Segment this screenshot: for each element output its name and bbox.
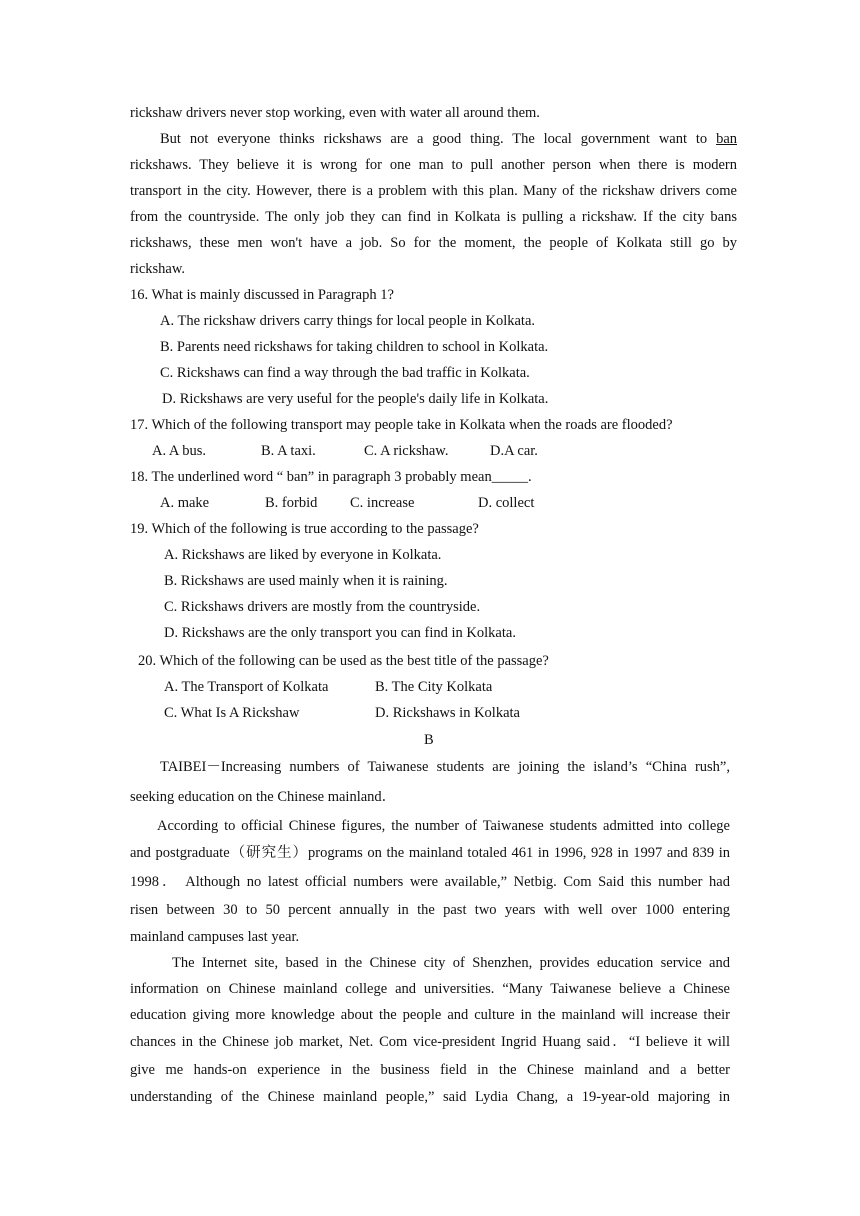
question-19-option-c: C. Rickshaws drivers are mostly from the countryside.	[164, 599, 481, 615]
question-18-option-a: A. make	[160, 495, 210, 511]
question-18-option-d: D. collect	[478, 495, 535, 511]
passage-b-paragraph-line: mainland campuses last year.	[130, 929, 300, 945]
passage-b-paragraph-line: TAIBEI－Increasing numbers of Taiwanese students are joining the island’s “China rush”,	[160, 759, 730, 775]
passage-b-paragraph-line: understanding of the Chinese mainland people,” said Lydia Chang, a 19-year-old majoring in	[130, 1089, 730, 1105]
question-19-option-b: B. Rickshaws are used mainly when it is raining.	[164, 573, 448, 589]
question-16-option-d: D. Rickshaws are very useful for the people's daily life in Kolkata.	[162, 391, 549, 407]
passage-b-paragraph-line: seeking education on the Chinese mainland．	[130, 789, 397, 805]
question-19-stem: 19. Which of the following is true according to the passage?	[130, 521, 479, 537]
question-19-option-a: A. Rickshaws are liked by everyone in Kolkata.	[164, 547, 442, 563]
passage-b-paragraph-line: give me hands-on experience in the business field in the Chinese mainland and a better	[130, 1062, 730, 1078]
passage-b-heading: B	[424, 732, 434, 748]
passage-a-text: But not everyone thinks rickshaws are a good thing. The local government want to	[160, 131, 708, 147]
question-17-option-b: B. A taxi.	[261, 443, 316, 459]
question-20-option-d: D. Rickshaws in Kolkata	[375, 705, 520, 721]
passage-b-paragraph-line: chances in the Chinese job market, Net. Com vice-president Ingrid Huang said．“I believe it will	[130, 1034, 730, 1050]
question-17-stem: 17. Which of the following transport may people take in Kolkata when the roads are flooded?	[130, 417, 673, 433]
question-17-option-d: D.A car.	[490, 443, 538, 459]
passage-a-line: rickshaw drivers never stop working, even with water all around them.	[130, 105, 540, 121]
question-16-stem: 16. What is mainly discussed in Paragraph 1?	[130, 287, 394, 303]
passage-a-paragraph-line: transport in the city. However, there is a problem with this plan. Many of the rickshaw drivers come	[130, 183, 737, 199]
question-19-option-d: D. Rickshaws are the only transport you can find in Kolkata.	[164, 625, 516, 641]
passage-a-paragraph-line: rickshaws, these men won't have a job. So for the moment, the people of Kolkata still go by	[130, 235, 737, 251]
passage-a-paragraph-line: rickshaw.	[130, 261, 186, 277]
question-20-option-c: C. What Is A Rickshaw	[164, 705, 300, 721]
question-16-option-c: C. Rickshaws can find a way through the bad traffic in Kolkata.	[160, 365, 530, 381]
question-20-option-b: B. The City Kolkata	[375, 679, 493, 695]
underlined-word-ban: ban	[716, 131, 737, 147]
question-16-option-b: B. Parents need rickshaws for taking children to school in Kolkata.	[160, 339, 549, 355]
question-18-stem: 18. The underlined word “ ban” in paragraph 3 probably mean_____.	[130, 469, 532, 485]
question-16-option-a: A. The rickshaw drivers carry things for local people in Kolkata.	[160, 313, 536, 329]
passage-b-paragraph-line: The Internet site, based in the Chinese city of Shenzhen, provides education service and	[172, 955, 730, 971]
passage-b-paragraph-line: According to official Chinese figures, the number of Taiwanese students admitted into college	[157, 818, 730, 834]
question-18-option-b: B. forbid	[265, 495, 318, 511]
question-17-option-c: C. A rickshaw.	[364, 443, 449, 459]
passage-b-paragraph-line: risen between 30 to 50 percent annually in the past two years with well over 1000 entering	[130, 902, 730, 918]
passage-a-paragraph-line	[160, 129, 737, 149]
passage-b-paragraph-line: and postgraduate（研究生）programs on the mainland totaled 461 in 1996, 928 in 1997 and 839 in	[130, 845, 730, 861]
question-17-option-a: A. A bus.	[152, 443, 206, 459]
passage-b-paragraph-line: 1998． Although no latest official numbers were available,” Netbig. Com Said this number had	[130, 874, 730, 890]
passage-b-paragraph-line: information on Chinese mainland college and universities. “Many Taiwanese believe a Chinese	[130, 981, 730, 997]
passage-a-paragraph-line: rickshaws. They believe it is wrong for one man to pull another person when there is modern	[130, 157, 737, 173]
passage-a-paragraph-line: from the countryside. The only job they can find in Kolkata is pulling a rickshaw. If the city bans	[130, 209, 737, 225]
passage-b-paragraph-line: education giving more knowledge about the people and culture in the mainland will increase their	[130, 1007, 730, 1023]
question-20-option-a: A. The Transport of Kolkata	[164, 679, 329, 695]
question-20-stem: 20. Which of the following can be used as the best title of the passage?	[138, 653, 549, 669]
question-18-option-c: C. increase	[350, 495, 415, 511]
